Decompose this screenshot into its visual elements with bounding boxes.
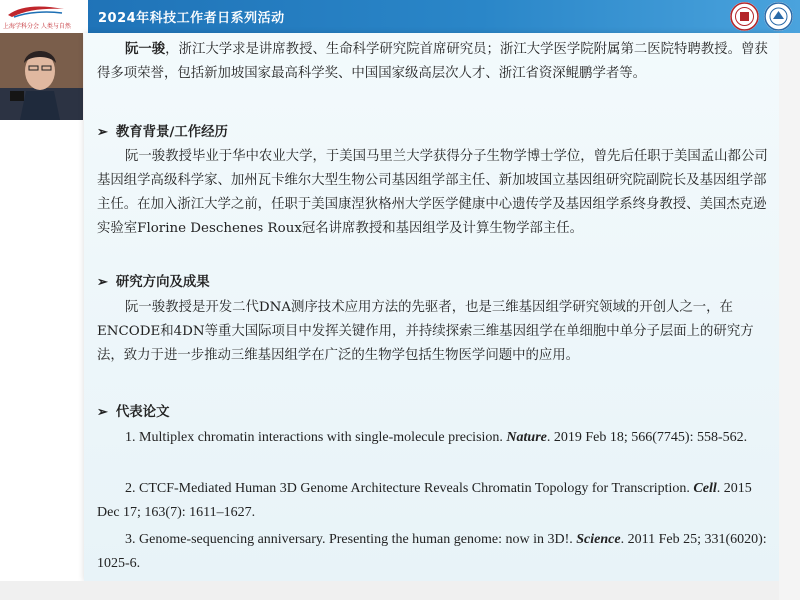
section-heading-education bbox=[97, 120, 777, 145]
section-heading-research bbox=[97, 270, 777, 295]
paper-citation: . 2019 Feb 18; 566(7745): 558-562. bbox=[546, 430, 748, 445]
header-bar bbox=[0, 0, 800, 33]
paper-title: 2. CTCF-Mediated Human 3D Genome Architecture Reveals Chromatin Topology for Transcription. bbox=[125, 481, 694, 496]
paper-item bbox=[97, 477, 777, 525]
section-heading-label: 研究方向及成果 bbox=[115, 274, 210, 290]
speaker-photo bbox=[0, 33, 83, 120]
bio-paragraph bbox=[97, 37, 777, 86]
paper-journal: Science bbox=[576, 532, 621, 547]
paper-item bbox=[97, 426, 777, 450]
logo-swoosh-icon bbox=[6, 3, 66, 19]
institute-seal-icon bbox=[764, 2, 793, 31]
vertical-scrollbar[interactable] bbox=[779, 33, 800, 600]
section-heading-papers bbox=[97, 400, 777, 425]
section-heading-label: 代表论文 bbox=[115, 404, 170, 420]
paper-title: 1. Multiplex chromatin interactions with single-molecule precision. bbox=[125, 430, 507, 445]
arrow-right-icon: ➢ bbox=[97, 275, 108, 290]
logo-caption: 上海学科分会 人类与自然 bbox=[3, 23, 71, 30]
paper-title: 3. Genome-sequencing anniversary. Presenting the human genome: now in 3D!. bbox=[125, 532, 577, 547]
paper-citation: . 2015 Dec 17; 163(7): 1611–1627. bbox=[97, 481, 752, 520]
bottom-area bbox=[0, 581, 779, 600]
university-seal-icon bbox=[730, 2, 759, 31]
section-body-research: 阮一骏教授是开发二代DNA测序技术应用方法的先驱者，也是三维基因组学研究领域的开创人之一，在ENCODE和4DN等重大国际项目中发挥关键作用，并持续探索三维基因组学在单细胞中单分子层面上的研究方法，致力于进一步推动三维基因组学在广泛的生物学包括生物医学问题中的应用。 bbox=[97, 300, 754, 363]
section-body-education: 阮一骏教授毕业于华中农业大学，于美国马里兰大学获得分子生物学博士学位，曾先后任职于美国孟山都公司基因组学高级科学家、加州瓦卡维尔大型生物公司基因组学部主任、新加坡国立基因组研究院副院长及基因组学部主任。在加入浙江大学之前，任职于美国康涅狄格州大学医学健康中心遗传学及基因组学系终身教授、美国杰克逊实验室Florine Deschenes Roux冠名讲席教授和基因组学及计算生物学部主任。 bbox=[97, 149, 768, 236]
organization-logo bbox=[0, 0, 88, 33]
bio-intro: ，浙江大学求是讲席教授、生命科学研究院首席研究员；浙江大学医学院附属第二医院特聘教授。曾获得多项荣誉，包括新加坡国家最高科学奖、中国国家级高层次人才、浙江省资深鲲鹏学者等。 bbox=[97, 42, 768, 81]
section-heading-label: 教育背景/工作经历 bbox=[115, 124, 228, 140]
paper-item bbox=[97, 528, 777, 576]
page-title: 2024年科技工作者日系列活动 bbox=[98, 11, 285, 26]
arrow-right-icon: ➢ bbox=[97, 405, 108, 420]
paper-journal: Cell bbox=[693, 481, 717, 496]
arrow-right-icon: ➢ bbox=[97, 125, 108, 140]
speaker-name: 阮一骏 bbox=[125, 41, 166, 57]
paper-citation: . 2011 Feb 25; 331(6020): 1025-6. bbox=[97, 532, 767, 571]
paper-journal: Nature bbox=[506, 430, 547, 445]
